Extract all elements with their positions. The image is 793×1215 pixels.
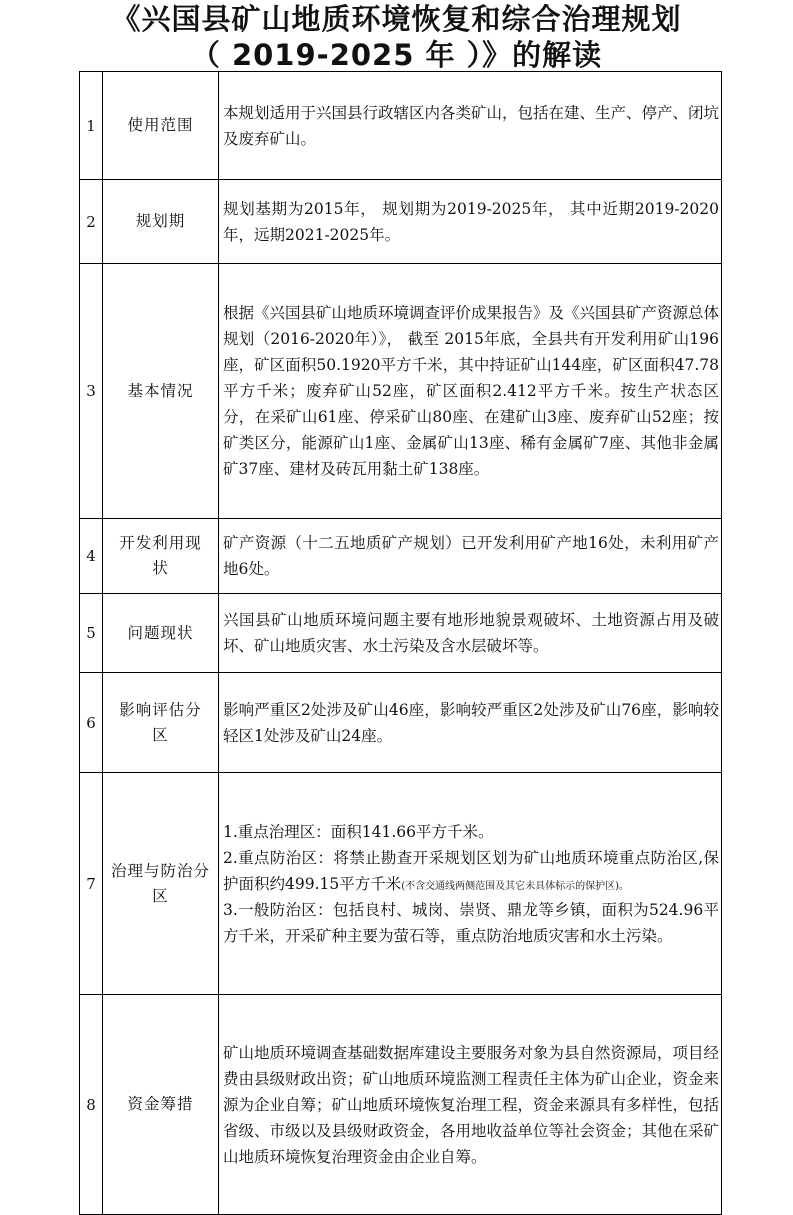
table-row bbox=[80, 995, 722, 1215]
row-category: 基本情况 bbox=[103, 264, 219, 519]
row-description: 影响严重区2处涉及矿山46座，影响较严重区2处涉及矿山76座，影响较轻区1处涉及矿山24座。 bbox=[219, 673, 722, 773]
row-category: 规划期 bbox=[103, 180, 219, 264]
row-category: 资金筹措 bbox=[103, 995, 219, 1215]
table-row bbox=[80, 773, 722, 995]
row-category: 使用范围 bbox=[103, 72, 219, 180]
row-number: 7 bbox=[80, 773, 103, 995]
row-category: 问题现状 bbox=[103, 594, 219, 673]
row-category: 开发利用现 状 bbox=[103, 519, 219, 594]
row-number: 3 bbox=[80, 264, 103, 519]
row-description: 规划基期为2015年， 规划期为2019-2025年， 其中近期2019-2020年，远期2021-2025年。 bbox=[219, 180, 722, 264]
row-number: 5 bbox=[80, 594, 103, 673]
row-number: 2 bbox=[80, 180, 103, 264]
row-description: 根据《兴国县矿山地质环境调查评价成果报告》及《兴国县矿产资源总体规划（2016-2020年）》， 截至 2015年底，全县共有开发利用矿山196座，矿区面积50.1920平方千米，其中持证矿山144座，矿区面积47.78平方千米；废弃矿山52座，矿区面积2.412平方千米。按生产状态区分，在采矿山61座、停采矿山80座、在建矿山3座、废弃矿山52座；按矿类区分，能源矿山1座、金属矿山13座、稀有金属矿7座、其他非金属矿37座、建材及砖瓦用黏土矿138座。 bbox=[219, 264, 722, 519]
zone-item-3: 3.一般防治区：包括良村、城岗、崇贤、鼎龙等乡镇，面积为524.96平方千米，开采矿种主要为萤石等，重点防治地质灾害和水土污染。 bbox=[223, 900, 719, 945]
document-title-line-1: 《兴国县矿山地质环境恢复和综合治理规划 bbox=[111, 2, 682, 36]
zone-item-2-note: (不含交通线两侧范围及其它未具体标示的保护区)。 bbox=[401, 880, 630, 892]
row-description: 矿山地质环境调查基础数据库建设主要服务对象为县自然资源局，项目经费由县级财政出资；矿山地质环境监测工程责任主体为矿山企业，资金来源为企业自筹；矿山地质环境恢复治理工程，资金来源具有多样性，包括省级、市级以及县级财政资金，各用地收益单位等社会资金；其他在采矿山地质环境恢复治理资金由企业自筹。 bbox=[219, 995, 722, 1215]
row-category: 影响评估分 区 bbox=[103, 673, 219, 773]
zone-item-2 bbox=[223, 845, 719, 897]
row-number: 1 bbox=[80, 72, 103, 180]
table-row bbox=[80, 519, 722, 594]
table-row bbox=[80, 180, 722, 264]
row-description: 本规划适用于兴国县行政辖区内各类矿山，包括在建、生产、停产、闭坑及废弃矿山。 bbox=[219, 72, 722, 180]
row-description bbox=[219, 773, 722, 995]
zone-item-2-text: 2.重点防治区：将禁止勘查开采规划区划为矿山地质环境重点防治区,保护面积约499.15平方千米 bbox=[223, 848, 719, 893]
table-row bbox=[80, 673, 722, 773]
row-category: 治理与防治分 区 bbox=[103, 773, 219, 995]
document-title-line-2: （ 2019-2025 年 ）》的解读 bbox=[190, 38, 603, 72]
row-description: 矿产资源（十二五地质矿产规划）已开发利用矿产地16处，未利用矿产地6处。 bbox=[219, 519, 722, 594]
table-row bbox=[80, 264, 722, 519]
row-number: 8 bbox=[80, 995, 103, 1215]
table-row bbox=[80, 594, 722, 673]
row-description: 兴国县矿山地质环境问题主要有地形地貌景观破坏、土地资源占用及破坏、矿山地质灾害、水土污染及含水层破坏等。 bbox=[219, 594, 722, 673]
row-number: 4 bbox=[80, 519, 103, 594]
interpretation-table bbox=[79, 71, 722, 1215]
zone-item-1: 1.重点治理区：面积141.66平方千米。 bbox=[223, 822, 494, 841]
row-number: 6 bbox=[80, 673, 103, 773]
table-row bbox=[80, 72, 722, 180]
